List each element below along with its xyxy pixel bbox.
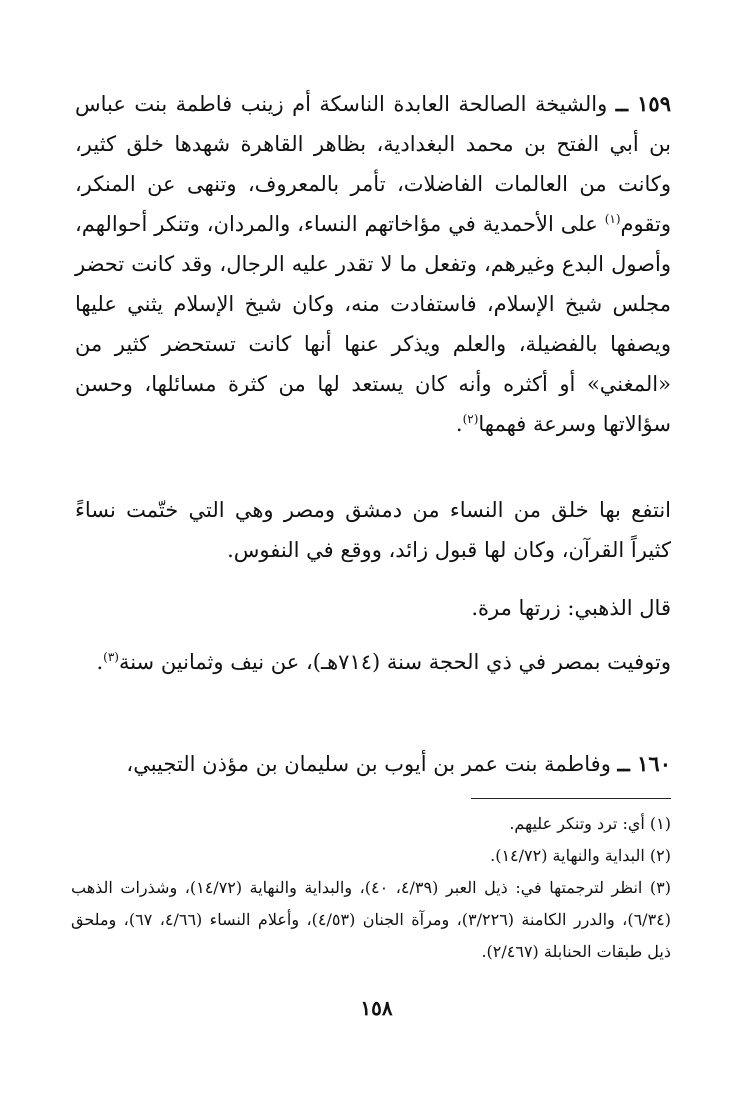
paragraph-text: وتوفيت بمصر في ذي الحجة سنة (٧١٤هـ)، عن نيف وثمانين سنة: [118, 650, 671, 674]
footnotes: [71, 808, 671, 968]
footnote-number: (٣): [649, 878, 672, 897]
footnote: [71, 872, 671, 968]
entry-text: على الأحمدية في مؤاخاتهم النساء، والمردان، وتنكر أحوالهم، وأصول البدع وغيرهم، وتفعل ما لا تقدر عليه الرجال، وقد كانت تحضر مجلس شيخ الإسلام، فاستفادت منه، وكان شيخ الإسلام يثني عليها ويصفها بالفضيلة، والعلم ويذكر عنها أنها كانت تستحضر كثير من «المغني» أو أكثره وأنه كان يستعد لها من كثرة مسائلها، وحسن سؤالاتها وسرعة فهمها: [75, 212, 671, 436]
footnote-ref[interactable]: (١): [604, 212, 621, 226]
footnote-ref[interactable]: (٢): [462, 412, 479, 426]
footnote-text: انظر لترجمتها في: ذيل العبر (٤/٣٩، ٤٠)، والبداية والنهاية (١٤/٧٢)، وشذرات الذهب (٦/٣٤)، والدرر الكامنة (٣/٢٢٦)، ومرآة الجنان (٤/٥٣)، وأعلام النساء (٤/٦٦، ٦٧)، وملحق ذيل طبقات الحنابلة (٢/٤٦٧).: [71, 878, 671, 961]
paragraph: [75, 642, 671, 682]
footnote-number: (٢): [649, 846, 671, 865]
footnote: [71, 808, 671, 840]
footnote: [71, 840, 671, 872]
paragraph: قال الذهبي: زرتها مرة.: [471, 596, 671, 620]
footnote-number: (١): [649, 814, 671, 833]
footnote-divider: [471, 798, 671, 799]
entry-number: ١٦٠ ــ: [617, 751, 671, 776]
entry-text: والشيخة الصالحة العابدة الناسكة أم زينب فاطمة بنت عباس بن أبي الفتح بن محمد البغدادية، بظاهر القاهرة شهدها خلق كثير، وكانت من العالمات الفاضلات، تأمر بالمعروف، وتنهى عن المنكر، وتقوم: [75, 92, 671, 236]
entry-159: [75, 84, 671, 444]
paragraph-text: .: [96, 650, 104, 674]
entry-160: [75, 744, 671, 784]
footnote-text: البداية والنهاية (١٤/٧٢).: [490, 846, 645, 865]
entry-text: .: [455, 412, 463, 436]
entry-text: وفاطمة بنت عمر بن أيوب بن سليمان بن مؤذن التجيبي،: [126, 752, 611, 776]
page-number: ١٥٨: [360, 996, 393, 1020]
entry-number: ١٥٩ ــ: [615, 91, 671, 116]
paragraph: انتفع بها خلق من النساء من دمشق ومصر وهي التي ختّمت نساءً كثيراً القرآن، وكان لها قبول زائد، ووقع في النفوس.: [75, 498, 671, 562]
footnote-text: أي: ترد وتنكر عليهم.: [509, 814, 645, 833]
footnote-ref[interactable]: (٣): [103, 650, 119, 664]
